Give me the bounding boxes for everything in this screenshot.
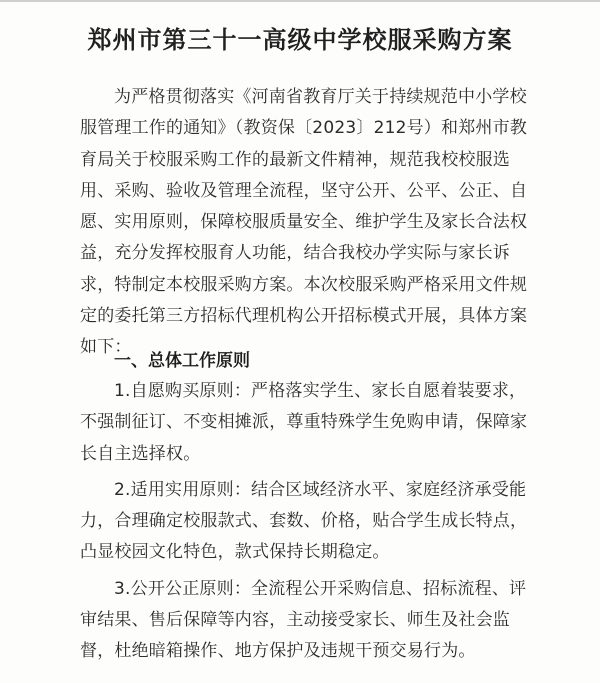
principles-list xyxy=(80,376,530,673)
section-heading: 一、总体工作原则 xyxy=(114,351,250,371)
intro-section xyxy=(80,82,530,364)
principle-item-2: 2.适用实用原则：结合区域经济水平、家庭经济承受能力，合理确定校服款式、套数、价格，贴合学生成长特点，凸显校园文化特色，款式保持长期稳定。 xyxy=(80,479,528,563)
document-title: 郑州市第三十一高级中学校服采购方案 xyxy=(87,25,513,54)
intro-paragraph: 为严格贯彻落实《河南省教育厅关于持续规范中小学校服管理工作的通知》（教资保〔2023〕212号）和郑州市教育局关于校服采购工作的最新文件精神，规范我校校服选用、采购、验收及管理全流程，坚守公开、公平、公正、自愿、实用原则，保障校服质量安全、维护学生及家长合法权益，充分发挥校服育人功能，结合我校办学实际与家长诉求，特制定本校服采购方案。本次校服采购严格采用文件规定的委托第三方招标代理机构公开招标模式开展，具体方案如下： xyxy=(80,87,528,358)
page-top-edge xyxy=(0,0,600,2)
principle-item-1: 1.自愿购买原则：严格落实学生、家长自愿着装要求，不强制征订、不变相摊派，尊重特殊学生免购申请，保障家长自主选择权。 xyxy=(80,381,528,464)
principle-item-3: 3.公开公正原则：全流程公开采购信息、招标流程、评审结果、售后保障等内容，主动接受家长、师生及社会监督，杜绝暗箱操作、地方保护及违规干预交易行为。 xyxy=(80,578,527,662)
